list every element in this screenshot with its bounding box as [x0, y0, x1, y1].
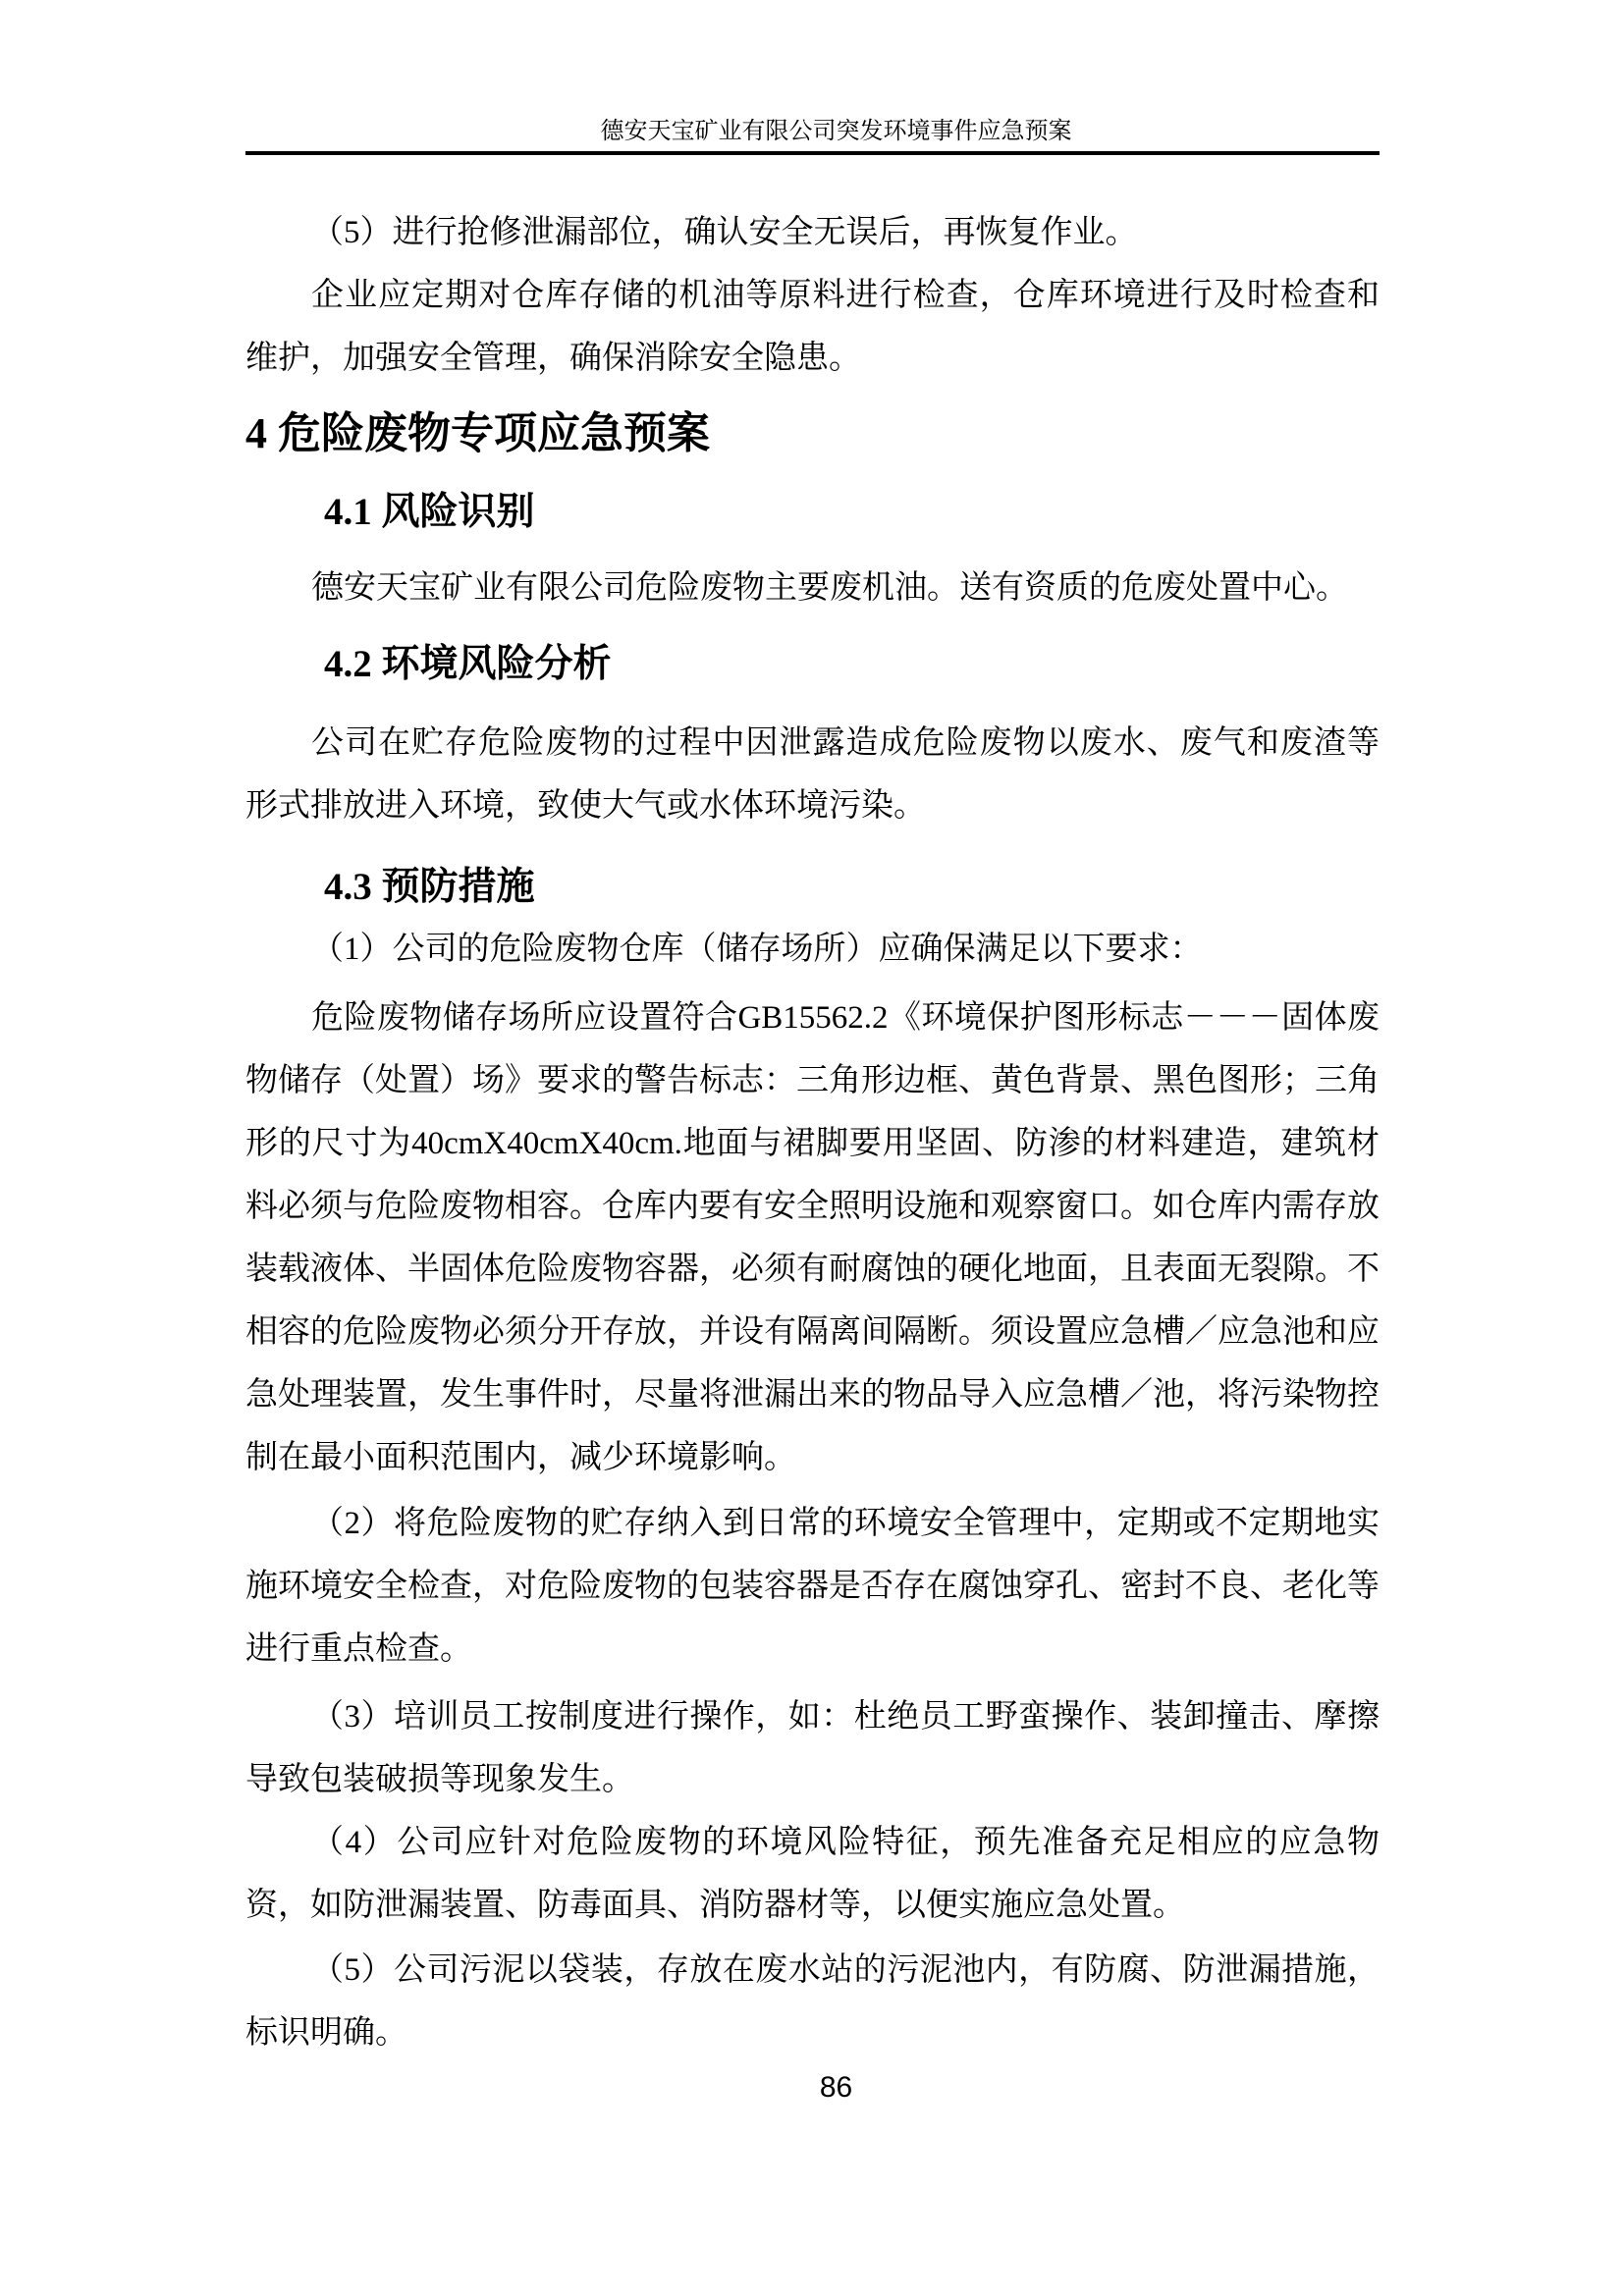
paragraph-prevention-item-2: （2）将危险废物的贮存纳入到日常的环境安全管理中，定期或不定期地实施环境安全检查，对危险废物的包装容器是否存在腐蚀穿孔、密封不良、老化等进行重点检查。 [245, 1506, 1380, 1667]
paragraph-prevention-item-5: （5）公司污泥以袋装，存放在废水站的污泥池内，有防腐、防泄漏措施，标识明确。 [245, 1952, 1380, 2051]
page-header-title: 德安天宝矿业有限公司突发环境事件应急预案 [600, 119, 1072, 144]
page-header [245, 118, 1380, 155]
paragraph-prevention-item-1: （1）公司的危险废物仓库（储存场所）应确保满足以下要求： [311, 932, 1203, 967]
section-4-3-heading: 4.3 预防措施 [324, 866, 535, 908]
paragraph-repair-leak: （5）进行抢修泄漏部位，确认安全无误后，再恢复作业。 [311, 215, 1138, 250]
section-4-1-heading: 4.1 风险识别 [324, 491, 535, 533]
paragraph-prevention-item-3: （3）培训员工按制度进行操作，如：杜绝员工野蛮操作、装卸撞击、摩擦导致包装破损等现象发生。 [245, 1699, 1380, 1797]
paragraph-environmental-risk: 公司在贮存危险废物的过程中因泄露造成危险废物以废水、废气和废渣等形式排放进入环境，致使大气或水体环境污染。 [245, 725, 1380, 824]
document-body [245, 201, 1380, 2064]
paragraph-risk-identification: 德安天宝矿业有限公司危险废物主要废机油。送有资质的危废处置中心。 [311, 570, 1348, 606]
paragraph-storage-requirements: 危险废物储存场所应设置符合GB15562.2《环境保护图形标志－－－固体废物储存（处置）场》要求的警告标志：三角形边框、黄色背景、黑色图形；三角形的尺寸为40cmX40cmX40cm.地面与裙脚要用坚固、防渗的材料建造，建筑材料必须与危险废物相容。仓库内要有安全照明设施和观察窗口。如仓库内需存放装载液体、半固体危险废物容器，必须有耐腐蚀的硬化地面，且表面无裂隙。不相容的危险废物必须分开存放，并设有隔离间隔断。须设置应急槽／应急池和应急处理装置，发生事件时，尽量将泄漏出来的物品导入应急槽／池，将污染物控制在最小面积范围内，减少环境影响。 [245, 1000, 1380, 1475]
page-footer [245, 2071, 1380, 2105]
section-4-2-heading: 4.2 环境风险分析 [324, 643, 612, 685]
page-number: 86 [819, 2071, 853, 2104]
paragraph-warehouse-inspection: 企业应定期对仓库存储的机油等原料进行检查，仓库环境进行及时检查和维护，加强安全管理，确保消除安全隐患。 [245, 278, 1380, 376]
section-4-heading: 4 危险废物专项应急预案 [245, 409, 710, 457]
paragraph-prevention-item-4: （4）公司应针对危险废物的环境风险特征，预先准备充足相应的应急物资，如防泄漏装置、防毒面具、消防器材等，以便实施应急处置。 [245, 1825, 1380, 1923]
